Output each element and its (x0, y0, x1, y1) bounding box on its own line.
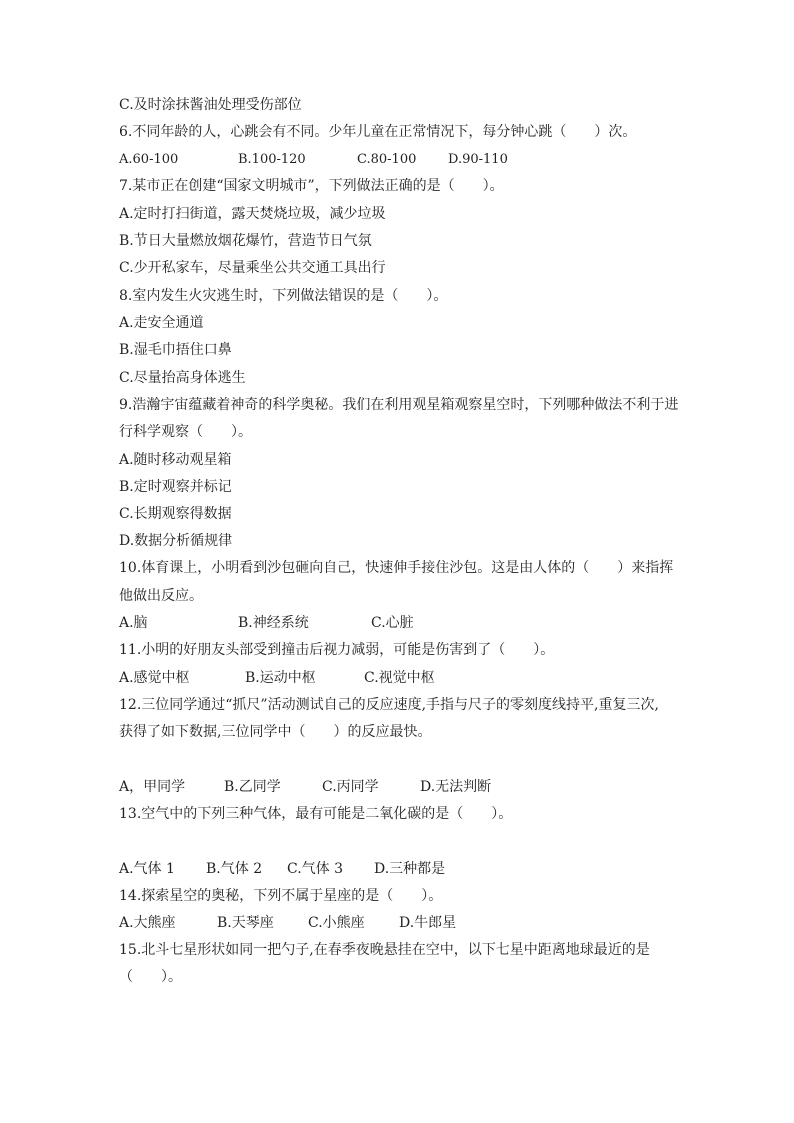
q7-option-c: C.少开私家车，尽量乘坐公共交通工具出行 (119, 260, 386, 276)
q11-stem: 11.小明的好朋友头部受到撞击后视力减弱，可能是伤害到了（ ）。 (119, 642, 555, 658)
q12-option-d: D.无法判断 (420, 779, 492, 795)
q9-stem-line1: 9.浩瀚宇宙蕴藏着神奇的科学奥秘。我们在利用观星箱观察星空时，下列哪种做法不利于进 (119, 397, 679, 413)
q9-option-c: C.长期观察得数据 (119, 506, 232, 522)
q11-option-b: B.运动中枢 (245, 670, 316, 686)
q14-option-a: A.大熊座 (119, 915, 176, 931)
q15-stem-line1: 15.北斗七星形状如同一把勺子,在春季夜晚悬挂在空中，以下七星中距离地球最近的是 (119, 942, 650, 958)
q6-option-d: D.90-110 (448, 152, 508, 167)
q12-option-c: C.丙同学 (322, 779, 379, 795)
q10-option-a: A.脑 (119, 615, 148, 631)
q14-stem: 14.探索星空的奥秘，下列不属于星座的是（ ）。 (119, 888, 443, 904)
q12-stem-line2: 获得了如下数据,三位同学中（ ）的反应最快。 (119, 724, 432, 740)
q10-option-c: C.心脏 (371, 615, 414, 631)
q7-option-a: A.定时打扫街道，露天焚烧垃圾，减少垃圾 (119, 206, 386, 222)
q15-stem-line2: （ ）。 (119, 969, 182, 985)
q5-option-c: C.及时涂抹酱油处理受伤部位 (119, 97, 302, 113)
q12-option-b: B.乙同学 (224, 779, 281, 795)
q13-option-c: C.气体 3 (287, 861, 344, 877)
q8-option-c: C.尽量抬高身体逃生 (119, 370, 246, 386)
q7-stem: 7.某市正在创建“国家文明城市”，下列做法正确的是（ ）。 (119, 178, 504, 194)
q12-option-a: A，甲同学 (119, 779, 186, 795)
q10-option-b: B.神经系统 (238, 615, 309, 631)
q8-option-a: A.走安全通道 (119, 315, 204, 331)
q8-option-b: B.湿毛巾捂住口鼻 (119, 342, 232, 358)
q13-option-a: A.气体 1 (119, 861, 175, 877)
q9-stem-line2: 行科学观察（ ）。 (119, 424, 252, 440)
q10-stem-line1: 10.体育课上，小明看到沙包砸向自己，快速伸手接住沙包。这是由人体的（ ）来指挥 (119, 560, 674, 576)
q6-option-a: A.60-100 (119, 152, 179, 167)
q14-option-b: B.天琴座 (217, 915, 274, 931)
q14-option-c: C.小熊座 (308, 915, 365, 931)
q11-option-a: A.感觉中枢 (119, 670, 190, 686)
q6-option-c: C.80-100 (357, 152, 417, 167)
q9-option-a: A.随时移动观星箱 (119, 452, 232, 468)
q9-option-b: B.定时观察并标记 (119, 479, 232, 495)
q11-option-c: C.视觉中枢 (364, 670, 435, 686)
q13-option-b: B.气体 2 (206, 861, 263, 877)
q13-stem: 13.空气中的下列三种气体，最有可能是二氧化碳的是（ ）。 (119, 806, 513, 822)
q8-stem: 8.室内发生火灾逃生时，下列做法错误的是（ ）。 (119, 288, 448, 304)
q14-option-d: D.牛郎星 (399, 915, 457, 931)
q7-option-b: B.节日大量燃放烟花爆竹，营造节日气氛 (119, 233, 372, 249)
q9-option-d: D.数据分析循规律 (119, 533, 233, 549)
q10-stem-line2: 他做出反应。 (119, 588, 203, 604)
q6-stem: 6.不同年龄的人，心跳会有不同。少年儿童在正常情况下，每分钟心跳（ ）次。 (119, 124, 637, 140)
q6-option-b: B.100-120 (238, 152, 306, 167)
q12-stem-line1: 12.三位同学通过“抓尺”活动测试自己的反应速度,手指与尺子的零刻度线持平,重复三次, (119, 697, 659, 713)
q13-option-d: D.三种都是 (374, 861, 446, 877)
